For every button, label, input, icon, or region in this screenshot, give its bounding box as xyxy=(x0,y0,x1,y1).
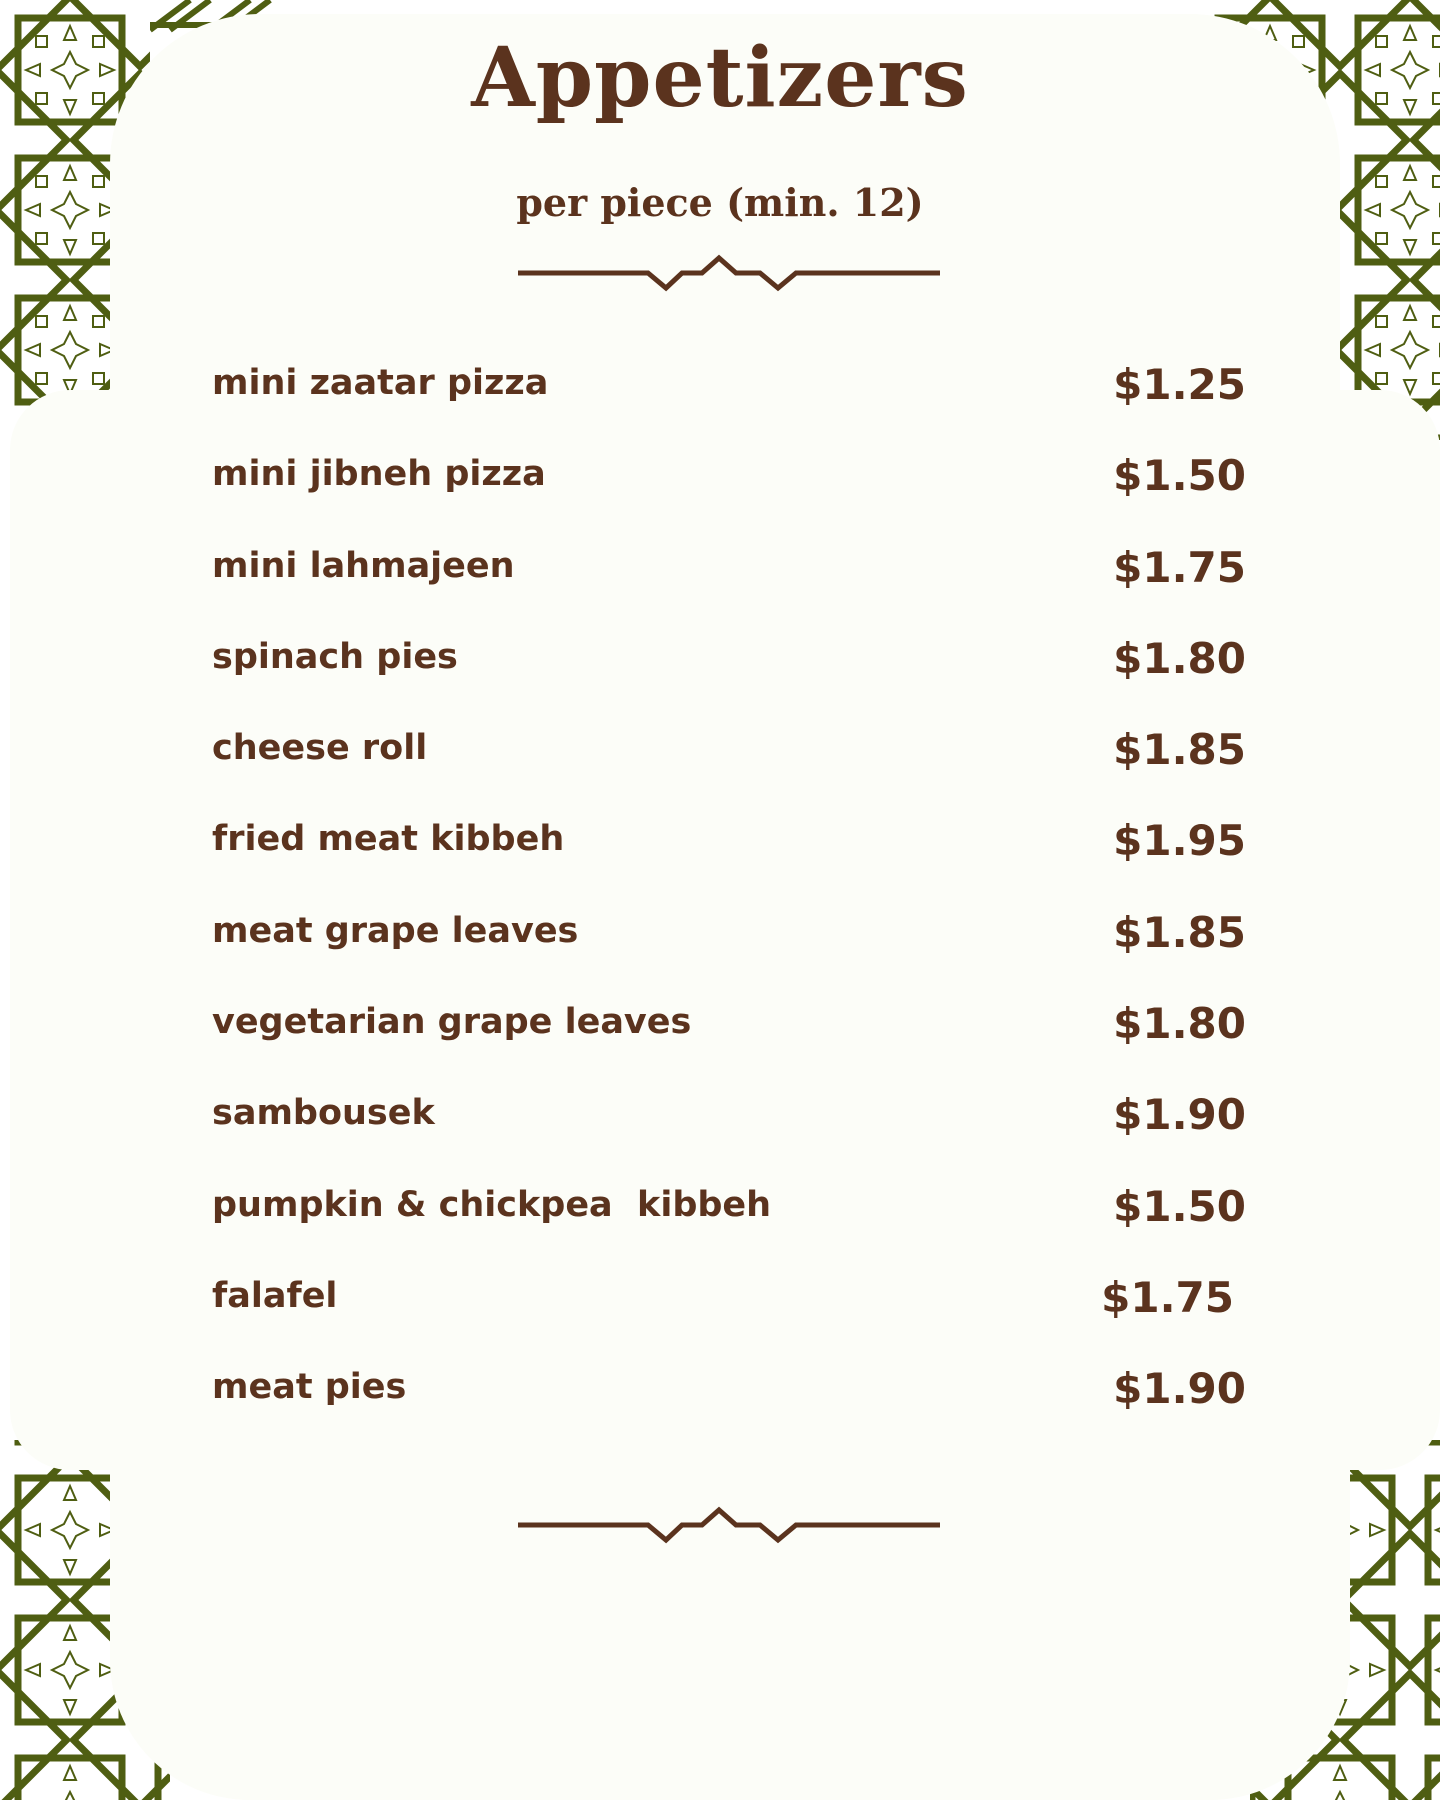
item-price: $1.85 xyxy=(1113,907,1246,957)
item-price: $1.75 xyxy=(1113,542,1246,592)
item-name: fried meat kibbeh xyxy=(212,819,565,860)
item-name: pumpkin & chickpea kibbeh xyxy=(212,1184,772,1225)
zigzag-divider-icon xyxy=(516,250,942,300)
item-price: $1.80 xyxy=(1113,999,1246,1049)
menu-item xyxy=(212,1366,1246,1457)
menu-item xyxy=(212,1181,1246,1275)
item-price: $1.90 xyxy=(1113,1090,1246,1140)
item-name: sambousek xyxy=(212,1093,435,1134)
menu-item xyxy=(212,818,1246,909)
item-price: $1.75 xyxy=(1101,1272,1234,1322)
menu-item xyxy=(212,1001,1246,1092)
menu-item xyxy=(212,362,1246,453)
item-price: $1.50 xyxy=(1113,451,1246,501)
item-name: meat grape leaves xyxy=(212,910,579,951)
item-name: mini zaatar pizza xyxy=(212,363,549,403)
item-name: meat pies xyxy=(212,1367,407,1408)
page-title: Appetizers xyxy=(471,30,969,126)
menu-list xyxy=(212,362,1246,1458)
item-price: $1.25 xyxy=(1113,360,1246,409)
item-name: mini jibneh pizza xyxy=(212,454,546,495)
item-name: cheese roll xyxy=(212,728,428,769)
item-price: $1.90 xyxy=(1113,1364,1246,1414)
item-price: $1.95 xyxy=(1113,816,1246,866)
menu-item xyxy=(212,727,1246,818)
menu-item xyxy=(212,907,1246,1001)
page-subtitle: per piece (min. 12) xyxy=(516,180,924,225)
item-name: falafel xyxy=(212,1275,338,1316)
item-name: vegetarian grape leaves xyxy=(212,1002,692,1043)
item-price: $1.80 xyxy=(1113,633,1246,683)
item-name: spinach pies xyxy=(212,636,458,677)
menu-item xyxy=(212,1272,1246,1366)
menu-item xyxy=(212,542,1246,636)
menu-item xyxy=(212,1092,1246,1183)
zigzag-divider-icon xyxy=(516,1502,942,1552)
menu-item xyxy=(212,453,1246,544)
item-price: $1.50 xyxy=(1113,1181,1246,1231)
item-price: $1.85 xyxy=(1113,725,1246,775)
menu-item xyxy=(212,633,1246,727)
item-name: mini lahmajeen xyxy=(212,545,515,586)
